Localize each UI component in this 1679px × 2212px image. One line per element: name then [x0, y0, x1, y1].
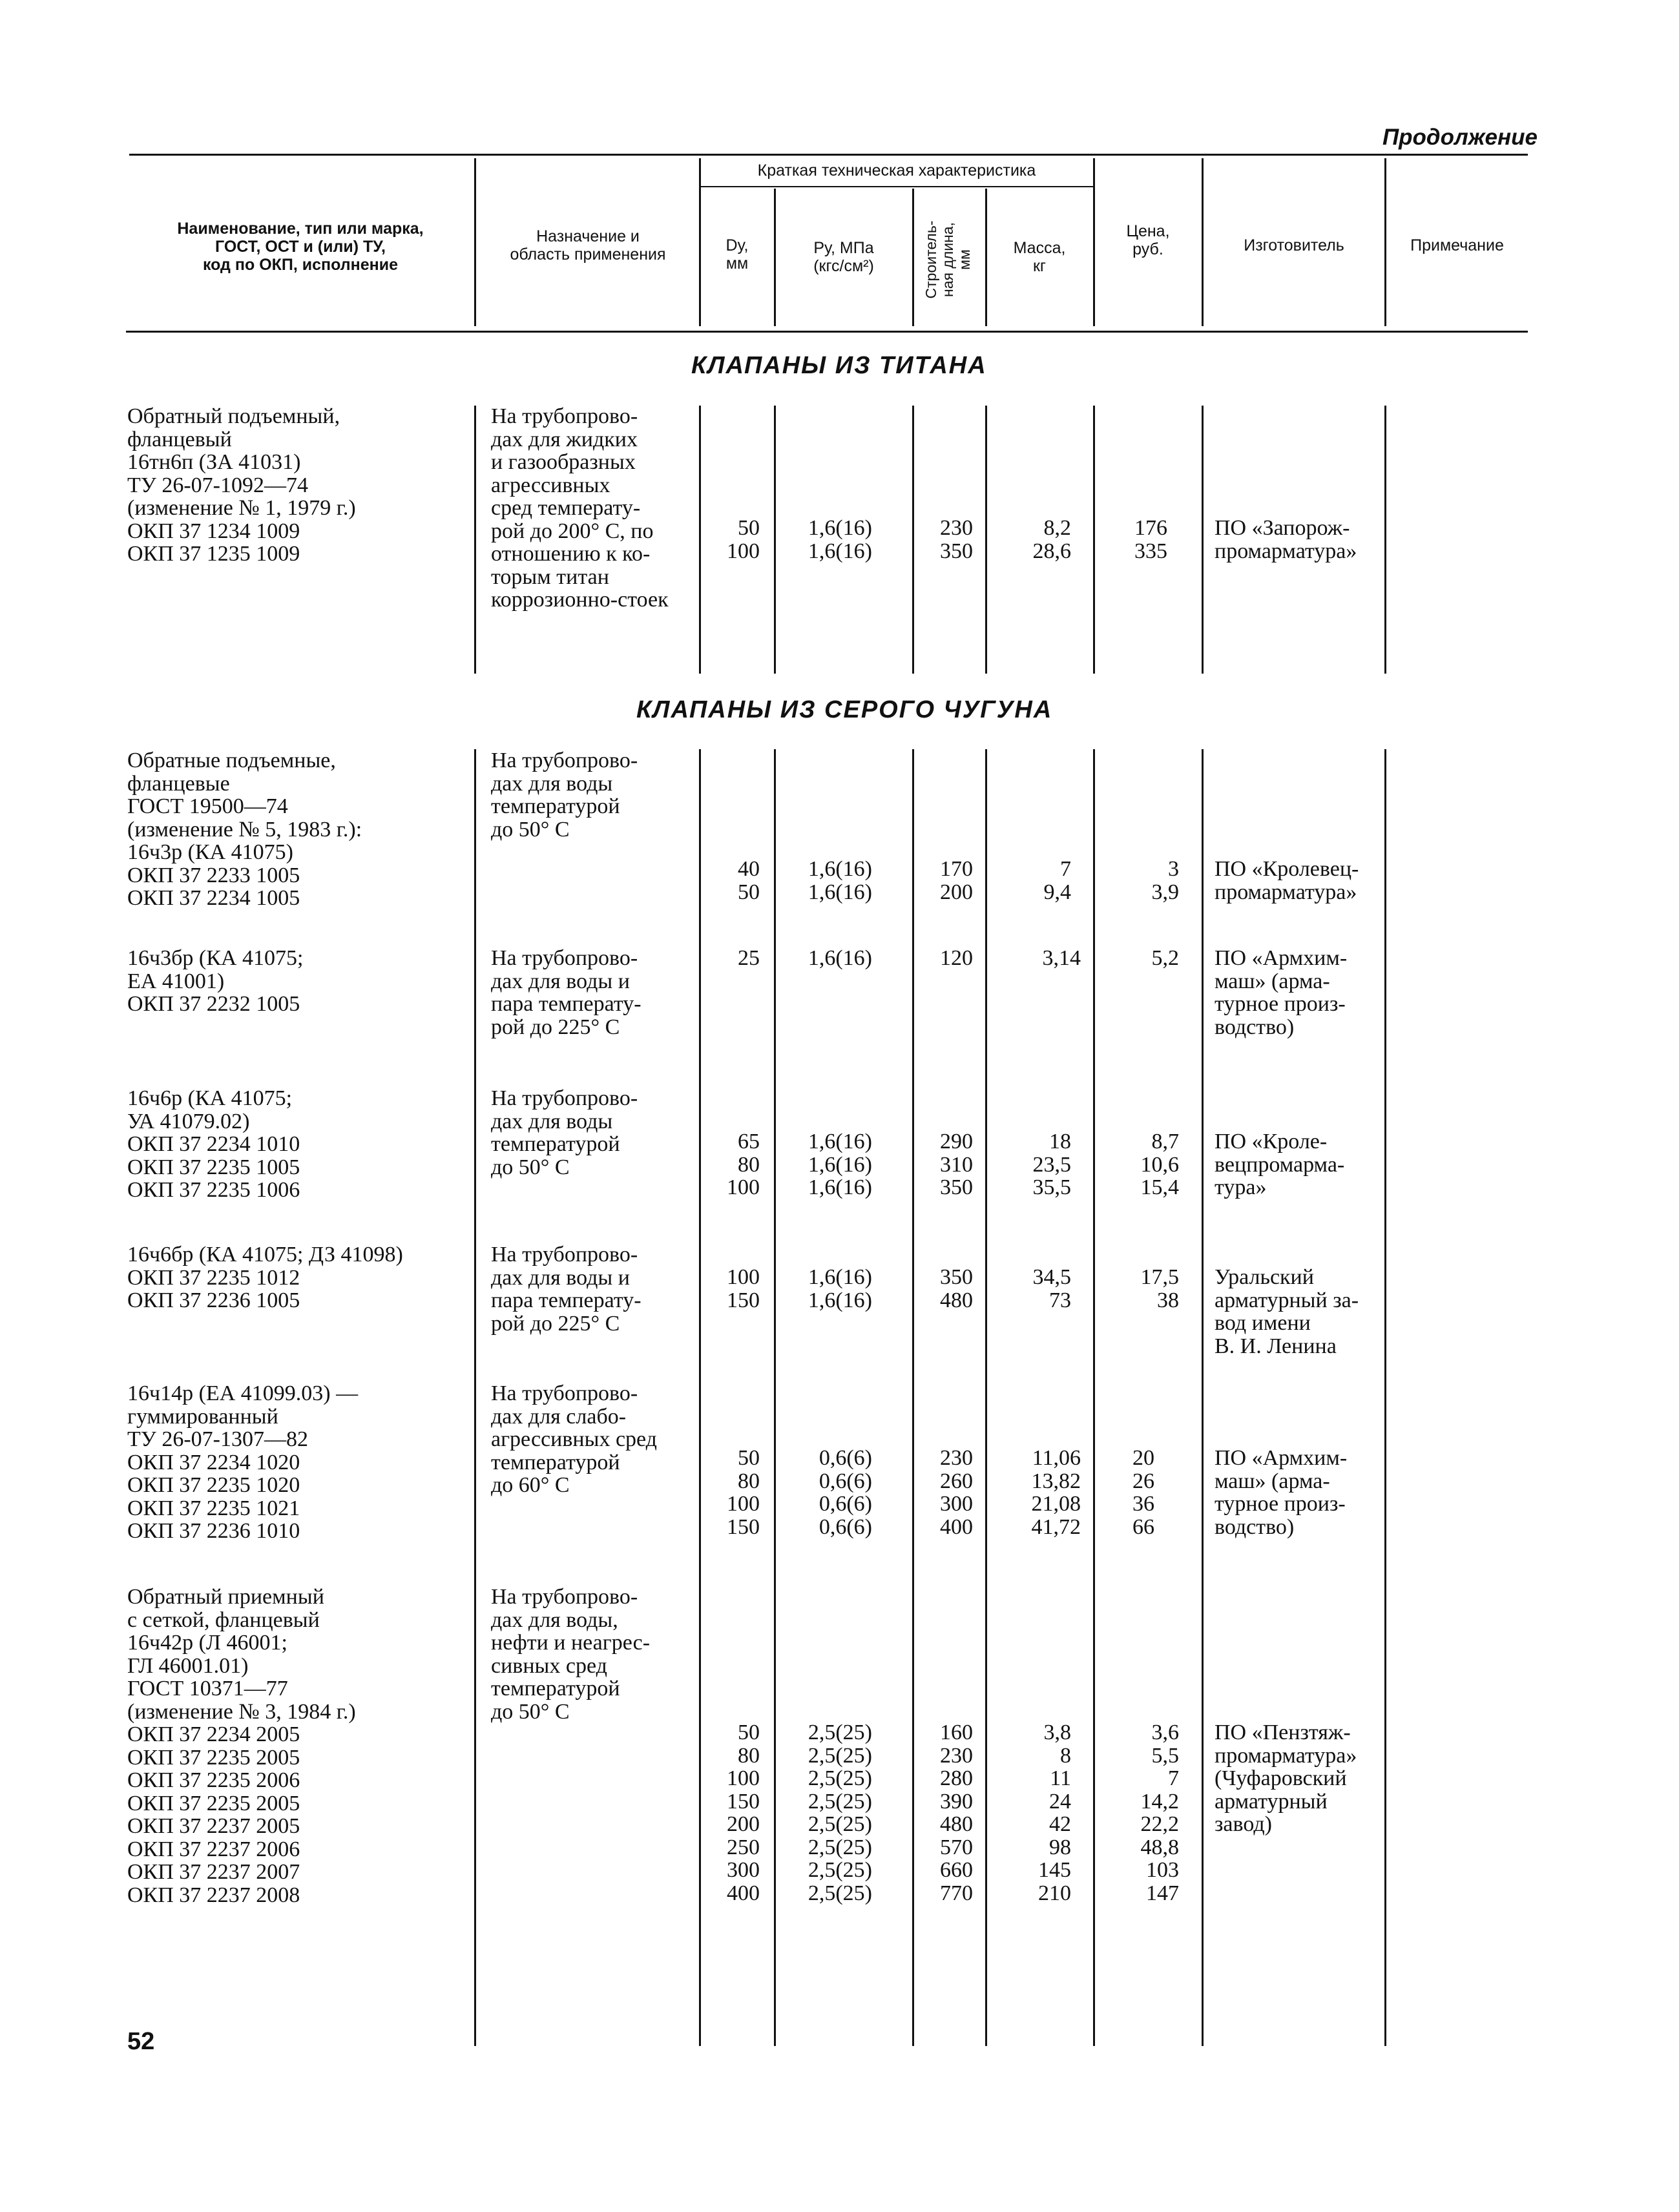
row-dy: 50 100 [727, 516, 760, 563]
body-sep [912, 406, 914, 674]
row-py: 1,6(16) 1,6(16) [808, 857, 872, 904]
row-length: 350 480 [940, 1265, 973, 1312]
row-price: 20 26 36 66 [1132, 1446, 1154, 1539]
row-maker: ПО «Армхим- маш» (арма- турное произ- водство) [1215, 1446, 1348, 1539]
body-sep [1202, 749, 1204, 2046]
row-py: 1,6(16) 1,6(16) 1,6(16) [808, 1130, 872, 1199]
row-name: Обратный подъемный, фланцевый 16тн6п (ЗА 41031) ТУ 26-07-1092—74 (изменение № 1, 1979 г.) ОКП 37 1234 1009 ОКП 37 1235 1009 [127, 404, 356, 566]
header-sep [474, 158, 476, 326]
row-price: 3 3,9 [1151, 857, 1179, 904]
row-name: Обратный приемный с сеткой, фланцевый 16ч42р (Л 46001; ГЛ 46001.01) ГОСТ 10371—77 (изменение № 3, 1984 г.) ОКП 37 2234 2005 ОКП 37 2235 2005 ОКП 37 2235 2006 ОКП 37 2235 2005 ОКП 37 2237 2005 ОКП 37 2237 2006 ОКП 37 2237 2007 ОКП 37 2237 2008 [127, 1585, 356, 1907]
header-sep [985, 189, 987, 326]
header-sep [1093, 158, 1095, 326]
col-header-price: Цена, руб. [1126, 222, 1170, 258]
row-dy: 50 80 100 150 [727, 1446, 760, 1539]
row-purpose: На трубопрово- дах для воды, нефти и неагрес- сивных сред температурой до 50° С [491, 1585, 651, 1724]
body-sep [699, 749, 701, 2046]
page-number: 52 [127, 2028, 155, 2055]
row-dy: 25 [738, 946, 760, 970]
body-sep [774, 406, 776, 674]
body-sep [1384, 406, 1386, 674]
header-bottom-rule [126, 331, 1528, 333]
row-purpose: На трубопрово- дах для воды и пара температу- рой до 225° С [491, 946, 641, 1039]
row-dy: 50 80 100 150 200 250 300 400 [727, 1721, 760, 1905]
section-title-cast-iron: КЛАПАНЫ ИЗ СЕРОГО ЧУГУНА [636, 696, 1053, 723]
row-mass: 8,2 28,6 [1032, 516, 1071, 563]
row-mass: 34,5 73 [1032, 1265, 1071, 1312]
row-dy: 40 50 [738, 857, 760, 904]
row-maker: Уральский арматурный за- вод имени В. И. Ленина [1215, 1265, 1359, 1358]
col-header-mass: Масса, кг [1013, 239, 1066, 275]
row-maker: ПО «Кролевец- промарматура» [1215, 857, 1359, 904]
header-sep [699, 158, 701, 326]
row-py: 2,5(25) 2,5(25) 2,5(25) 2,5(25) 2,5(25) 2,5(25) 2,5(25) 2,5(25) [808, 1721, 872, 1905]
col-header-name: Наименование, тип или марка, ГОСТ, ОСТ и (или) ТУ, код по ОКП, исполнение [177, 220, 424, 274]
col-header-maker: Изготовитель [1244, 236, 1344, 254]
row-dy: 100 150 [727, 1265, 760, 1312]
header-sep [1202, 158, 1204, 326]
body-sep [474, 749, 476, 2046]
body-sep [1093, 406, 1095, 674]
header-sep [774, 189, 776, 326]
row-length: 230 350 [940, 516, 973, 563]
section-title-titanium: КЛАПАНЫ ИЗ ТИТАНА [691, 352, 987, 379]
row-price: 5,2 [1151, 946, 1179, 970]
col-header-purpose: Назначение и область применения [510, 227, 666, 264]
row-length: 120 [940, 946, 973, 970]
row-purpose: На трубопрово- дах для воды температурой до 50° С [491, 1086, 638, 1179]
row-mass: 7 9,4 [1043, 857, 1071, 904]
row-mass: 3,8 8 11 24 42 98 145 210 [1038, 1721, 1071, 1905]
row-dy: 65 80 100 [727, 1130, 760, 1199]
group-header-rule [701, 186, 1093, 187]
body-sep [985, 406, 987, 674]
row-maker: ПО «Кроле- вецпромарма- тура» [1215, 1130, 1345, 1199]
row-mass: 3,14 [1042, 946, 1081, 970]
row-py: 0,6(6) 0,6(6) 0,6(6) 0,6(6) [819, 1446, 872, 1539]
col-header-note: Примечание [1410, 236, 1504, 254]
row-name: 16ч6р (КА 41075; УА 41079.02) ОКП 37 2234 1010 ОКП 37 2235 1005 ОКП 37 2235 1006 [127, 1086, 300, 1202]
row-maker: ПО «Армхим- маш» (арма- турное произ- водство) [1215, 946, 1348, 1039]
row-price: 3,6 5,5 7 14,2 22,2 48,8 103 147 [1140, 1721, 1179, 1905]
body-sep [699, 406, 701, 674]
row-maker: ПО «Запорож- промарматура» [1215, 516, 1357, 563]
body-sep [1202, 406, 1204, 674]
col-header-dy: Dу, мм [725, 236, 749, 273]
row-purpose: На трубопрово- дах для воды температурой до 50° С [491, 749, 638, 842]
row-length: 230 260 300 400 [940, 1446, 973, 1539]
col-header-group: Краткая техническая характеристика [757, 161, 1036, 180]
row-name: 16ч6бр (КА 41075; ДЗ 41098) ОКП 37 2235 1012 ОКП 37 2236 1005 [127, 1243, 403, 1312]
header-sep [912, 189, 914, 326]
row-price: 176 335 [1134, 516, 1167, 563]
row-name: Обратные подъемные, фланцевые ГОСТ 19500—74 (изменение № 5, 1983 г.): 16ч3р (КА 41075) ОКП 37 2233 1005 ОКП 37 2234 1005 [127, 749, 362, 910]
header-sep [1384, 158, 1386, 326]
row-length: 170 200 [940, 857, 973, 904]
col-header-length: Строитель- ная длина, мм [923, 220, 973, 299]
body-sep [774, 749, 776, 2046]
row-length: 290 310 350 [940, 1130, 973, 1199]
body-sep [1384, 749, 1386, 2046]
row-name: 16ч14р (ЕА 41099.03) — гуммированный ТУ 26-07-1307—82 ОКП 37 2234 1020 ОКП 37 2235 1020 ОКП 37 2235 1021 ОКП 37 2236 1010 [127, 1381, 359, 1543]
continuation-label: Продолжение [1382, 125, 1538, 150]
header-top-rule [129, 154, 1528, 156]
body-sep [1093, 749, 1095, 2046]
row-py: 1,6(16) 1,6(16) [808, 516, 872, 563]
body-sep [912, 749, 914, 2046]
body-sep [474, 406, 476, 674]
row-price: 8,7 10,6 15,4 [1140, 1130, 1179, 1199]
row-maker: ПО «Пензтяж- промарматура» (Чуфаровский арматурный завод) [1215, 1721, 1357, 1836]
row-purpose: На трубопрово- дах для слабо- агрессивных сред температурой до 60° С [491, 1381, 657, 1497]
row-py: 1,6(16) [808, 946, 872, 970]
col-header-py: Pу, МПа (кгс/см²) [813, 239, 874, 275]
row-length: 160 230 280 390 480 570 660 770 [940, 1721, 973, 1905]
row-name: 16ч3бр (КА 41075; ЕА 41001) ОКП 37 2232 1005 [127, 946, 304, 1016]
row-purpose: На трубопрово- дах для воды и пара температу- рой до 225° С [491, 1243, 641, 1336]
body-sep [985, 749, 987, 2046]
row-purpose: На трубопрово- дах для жидких и газообразных агрессивных сред температу- рой до 200° С, по отношению к ко- торым титан коррозионно-стоек [491, 404, 669, 612]
row-price: 17,5 38 [1140, 1265, 1179, 1312]
row-mass: 18 23,5 35,5 [1032, 1130, 1071, 1199]
row-py: 1,6(16) 1,6(16) [808, 1265, 872, 1312]
row-mass: 11,06 13,82 21,08 41,72 [1031, 1446, 1081, 1539]
